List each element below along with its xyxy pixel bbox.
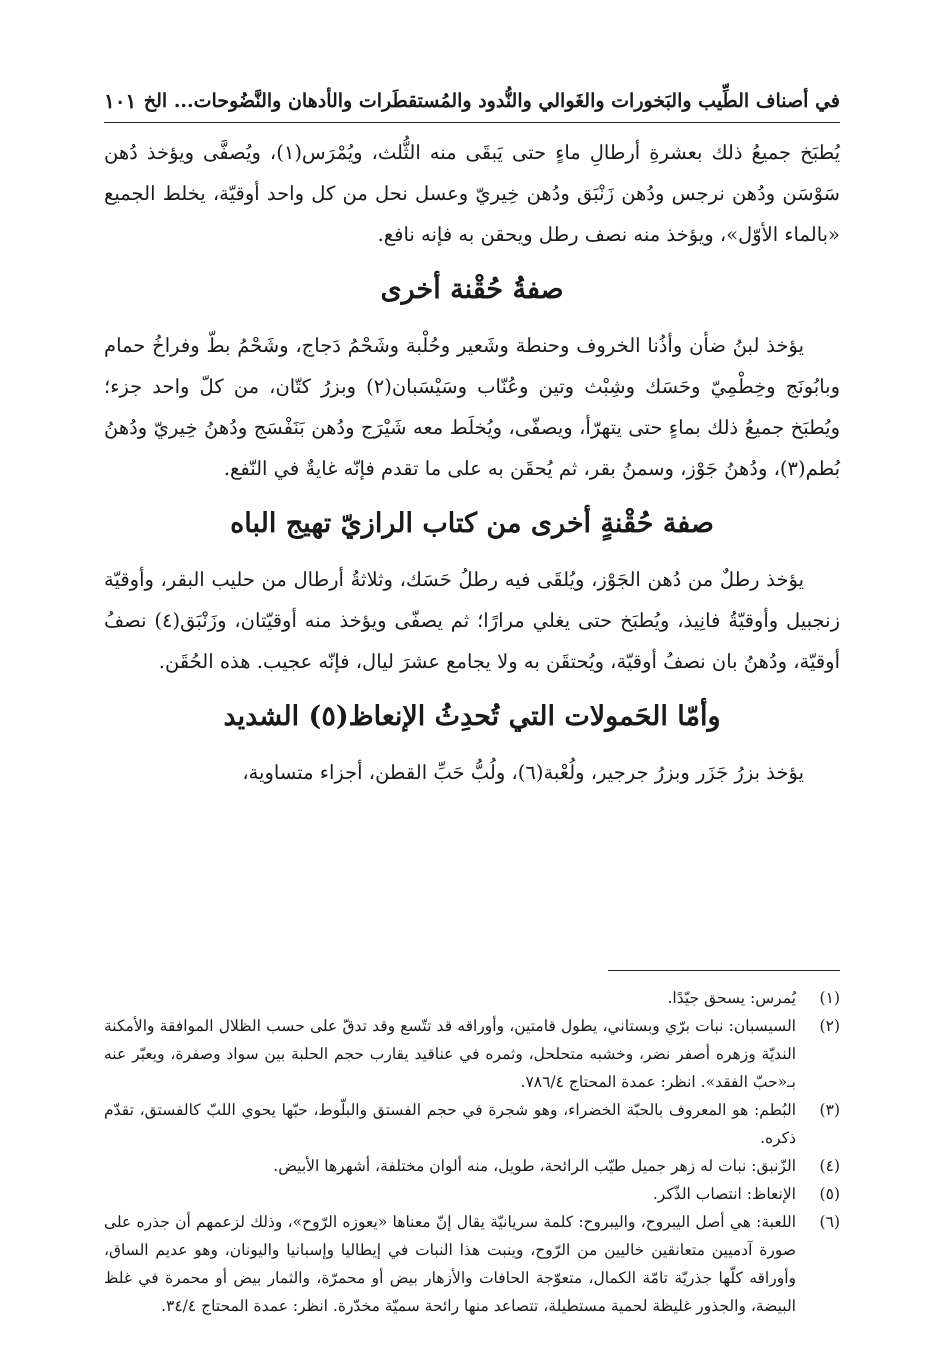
footnote: [104, 1180, 840, 1208]
section-heading: صفةُ حُقْنة أخرى: [380, 274, 564, 305]
section-heading: صفة حُقْنةٍ أخرى من كتاب الرازيّ تهيج الباه: [230, 508, 714, 539]
footnote-number: (١): [819, 989, 840, 1007]
footnote-text: يُمرس: يسحق جيّدًا.: [667, 989, 796, 1007]
paragraph: يؤخذ بزرُ جَزَر وبزرُ جرجير، ولُعْبة(٦)، ولُبُّ حَبِّ القطن، أجزاء متساوية،: [242, 761, 804, 784]
footnote: [104, 1012, 840, 1096]
footnote: [104, 1208, 840, 1320]
paragraph: يُطبَخ جميعُ ذلك بعشرةِ أرطالِ ماءٍ حتى يَبقَى منه الثُّلث، ويُمْرَس(١)، ويُصفَّى ويؤخذ دُهن سَوْسَن ودُهن نرجس ودُهن زَنْبَق ودُهن خِيريّ وعسل نحل من كل واحد أوقيّة، يخلط الجميع «بالماء الأوّل»، ويؤخذ منه نصف رطل ويحقن به فإنه نافع.: [104, 141, 841, 246]
footnote: [104, 1152, 840, 1180]
footnote: [104, 984, 840, 1012]
footnote-text: اللعبة: هي أصل اليبروح، واليبروح: كلمة سريانيّة يقال إنّ معناها «يعوزه الرّوح»، وذلك لزعمهم أن جذره على صورة آدميين متعانقين خاليين من الرّوح، وينبت هذا النبات في إيطاليا وإسبانيا واليونان، وهو عديم الساق، وأوراقه كلّها جذريّة تامّة الكمال، متعوّجة الحافات والأزهار بيض أو محمرّة، والثمار بيض أو محمرة في غلظ البيضة، والجذور غليظة لحمية مستطيلة، تتصاعد منها رائحة سميّة مخدّرة. انظر: عمدة المحتاج ٣٤/٤.: [104, 1213, 796, 1315]
footnote-number: (٢): [819, 1017, 840, 1035]
footnote-text: الزّنبق: نبات له زهر جميل طيّب الرائحة، طويل، منه ألوان مختلفة، أشهرها الأبيض.: [273, 1157, 796, 1175]
header-rule: [104, 122, 840, 123]
page-number: ١٠١: [104, 89, 137, 113]
footnote-number: (٣): [819, 1101, 840, 1119]
running-header-title: في أصناف الطِّيب والبَخورات والغَوالي والنُّدود والمُستقطَرات والأدهان والنَّضُوحات... الخ: [143, 90, 840, 112]
footnote: [104, 1096, 840, 1152]
main-text: [104, 132, 840, 793]
footnote-number: (٥): [819, 1185, 840, 1203]
footnote-text: السيسبان: نبات برّي وبستاني، يطول قامتين، وأوراقه قد تتّسع وقد تدقّ على حسب الظلال الموافقة والأمكنة النديّة وزهره أصفر نضر، وخشبه متحلحل، وثمره في عناقيد يقارب حجم الحلبة بين سواد وصفرة، ويعبّر عنه بـ«حبّ الفقد». انظر: عمدة المحتاج ٧٨٦/٤.: [104, 1017, 796, 1091]
book-page: [104, 74, 840, 1334]
section-heading: وأمّا الحَمولات التي تُحدِثُ الإنعاظ(٥) الشديد: [223, 701, 721, 732]
footnotes: [104, 984, 840, 1320]
paragraph: يؤخذ لبنُ ضأن وأذُنا الخروف وحنطة وشَعير وحُلْبة وشَحْمُ دَجاج، وشَحْمُ بطّ وفراخُ حمام وبابُونَج وخِطْمِيّ وحَسَك وشِبْث وتين وعُنّاب وسَيْسَبان(٢) وبزرُ كتّان، من كلّ واحد جزء؛ ويُطبَخ جميعُ ذلك بماءٍ حتى يتهرّأ، ويصفّى، ويُخلَط معه شَيْرَج ودُهن بَنَفْسَج ودُهنُ خِيريّ ودُهنُ بُطم(٣)، ودُهنُ جَوْز، وسمنُ بقر، ثم يُحقَن به على ما تقدم فإنّه غايةٌ في النّفع.: [104, 334, 840, 480]
paragraph: يؤخذ رطلٌ من دُهن الجَوْز، ويُلقَى فيه رطلُ حَسَك، وثلاثةُ أرطال من حليب البقر، وأوقيّة زنجبيل وأوقيّةُ فانِيذ، ويُطبَخ حتى يغلي مرارًا؛ ثم يصفّى ويؤخذ منه أوقيّتان، وزَنْبَق(٤) نصفُ أوقيّة، ودُهنُ بان نصفُ أوقيّة، ويُحتقَن به ولا يجامع عشرَ ليال، فإنّه عجيب. هذه الحُقَن.: [104, 568, 840, 673]
running-header: [104, 84, 840, 118]
footnote-text: البُطم: هو المعروف بالحبّة الخضراء، وهو شجرة في حجم الفستق والبلّوط، حبّها يحوي اللبّ كالفستق، تقدّم ذكره.: [104, 1101, 796, 1147]
footnote-number: (٤): [819, 1157, 840, 1175]
footnote-number: (٦): [819, 1213, 840, 1231]
footnote-separator: [608, 970, 840, 971]
footnote-text: الإنعاظ: انتصاب الذّكر.: [652, 1185, 796, 1203]
